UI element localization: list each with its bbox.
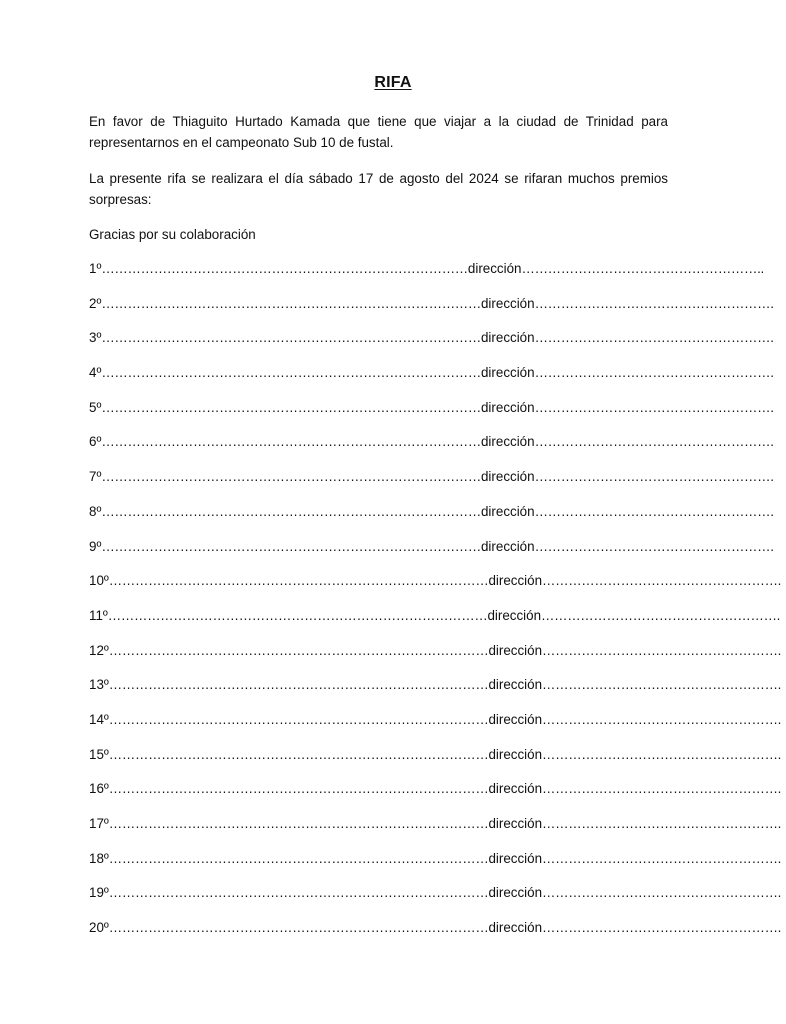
entry-name-blank: …………………………………………………………………………… xyxy=(108,711,489,727)
entry-address-blank: ………………………………………………. xyxy=(542,920,782,936)
raffle-entry-12 xyxy=(89,640,782,675)
entry-address-blank: ………………………………………………. xyxy=(542,850,782,866)
raffle-entry-5 xyxy=(89,397,774,432)
entry-number: 2º xyxy=(89,295,102,311)
entry-number: 10º xyxy=(89,573,109,589)
entry-address-label: dirección xyxy=(488,885,543,901)
entry-name-blank: …………………………………………………………………………… xyxy=(108,885,489,901)
entry-address-label: dirección xyxy=(480,434,535,450)
entry-name-blank: …………………………………………………………………………… xyxy=(101,434,481,450)
entry-address-label: dirección xyxy=(488,711,543,727)
entry-address-blank: ………………………………………………. xyxy=(534,330,774,346)
entry-number: 19º xyxy=(89,885,109,901)
entry-address-blank: ………………………………………………. xyxy=(542,746,782,762)
entry-address-blank: ………………………………………………. xyxy=(542,781,782,797)
entry-address-blank: ………………………………………………. xyxy=(542,711,782,727)
raffle-entry-14 xyxy=(89,709,782,744)
raffle-date-paragraph: La presente rifa se realizara el día sábado 17 de agosto del 2024 se rifaran muchos premios sorpresas: xyxy=(89,171,668,207)
entry-address-label: dirección xyxy=(488,781,543,797)
entry-address-label: dirección xyxy=(480,295,535,311)
entry-address-blank: ………………………………………………. xyxy=(541,607,781,623)
entry-address-blank: ………………………………………………. xyxy=(542,642,782,658)
entry-number: 18º xyxy=(89,850,109,866)
entry-name-blank: …………………………………………………………………………… xyxy=(108,677,489,693)
entry-number: 20º xyxy=(89,920,109,936)
entry-number: 14º xyxy=(89,711,109,727)
entry-number: 8º xyxy=(89,503,102,519)
entry-address-label: dirección xyxy=(480,365,535,381)
entry-address-blank: ………………………………………………. xyxy=(542,573,782,589)
entry-address-blank: ………………………………………………. xyxy=(542,885,782,901)
raffle-entry-16 xyxy=(89,778,782,813)
entry-number: 11º xyxy=(89,607,108,623)
raffle-entry-2 xyxy=(89,293,774,328)
raffle-entry-13 xyxy=(89,674,782,709)
entry-name-blank: …………………………………………………………………………… xyxy=(108,746,489,762)
intro-paragraph: En favor de Thiaguito Hurtado Kamada que tiene que viajar a la ciudad de Trinidad para representarnos en el campeonato Sub 10 de fustal. xyxy=(89,114,668,150)
raffle-entries-list xyxy=(89,258,782,952)
entry-name-blank: …………………………………………………………………………… xyxy=(108,573,489,589)
entry-address-label: dirección xyxy=(488,677,543,693)
entry-address-label: dirección xyxy=(488,573,543,589)
entry-name-blank: ………………………………………………………………………… xyxy=(101,261,468,276)
raffle-entry-11 xyxy=(89,605,781,640)
raffle-entry-3 xyxy=(89,327,774,362)
entry-name-blank: …………………………………………………………………………… xyxy=(107,607,488,623)
entry-name-blank: …………………………………………………………………………… xyxy=(101,330,481,346)
entry-address-label: dirección xyxy=(480,330,535,346)
entry-name-blank: …………………………………………………………………………… xyxy=(101,503,481,519)
entry-number: 12º xyxy=(89,642,109,658)
entry-address-blank: ………………………………………………. xyxy=(534,469,774,485)
entry-address-label: dirección xyxy=(488,850,543,866)
raffle-entry-15 xyxy=(89,744,782,779)
entry-address-blank: ………………………………………………. xyxy=(542,816,782,831)
raffle-entry-20 xyxy=(89,917,782,952)
entry-address-label: dirección xyxy=(480,469,535,485)
entry-address-blank: ………………………………………………. xyxy=(534,295,774,311)
entry-number: 16º xyxy=(89,781,109,797)
entry-number: 4º xyxy=(89,365,102,381)
entry-address-blank: ………………………………………………. xyxy=(534,434,774,450)
entry-number: 6º xyxy=(89,434,102,450)
entry-address-label: dirección xyxy=(480,538,535,554)
entry-name-blank: …………………………………………………………………………… xyxy=(101,295,481,311)
entry-number: 1º xyxy=(89,261,102,276)
entry-address-blank: ………………………………………………. xyxy=(534,399,774,415)
entry-name-blank: …………………………………………………………………………… xyxy=(108,642,489,658)
entry-name-blank: …………………………………………………………………………… xyxy=(101,538,481,554)
entry-number: 7º xyxy=(89,469,102,485)
raffle-entry-9 xyxy=(89,536,774,571)
entry-address-label: dirección xyxy=(488,920,543,936)
entry-address-blank: ……………………………………………….. xyxy=(521,261,764,276)
entry-name-blank: …………………………………………………………………………… xyxy=(101,365,481,381)
raffle-entry-18 xyxy=(89,848,782,883)
entry-address-label: dirección xyxy=(480,399,535,415)
entry-address-label: dirección xyxy=(488,642,543,658)
entry-number: 3º xyxy=(89,330,102,346)
raffle-entry-7 xyxy=(89,466,774,501)
entry-address-blank: ………………………………………………. xyxy=(534,538,774,554)
raffle-entry-17 xyxy=(89,813,782,848)
entry-address-label: dirección xyxy=(487,607,542,623)
raffle-entry-4 xyxy=(89,362,774,397)
entry-number: 5º xyxy=(89,399,102,415)
entry-number: 17º xyxy=(89,816,109,831)
document-title: RIFA xyxy=(374,74,412,91)
entry-name-blank: …………………………………………………………………………… xyxy=(108,781,489,797)
entry-name-blank: …………………………………………………………………………… xyxy=(101,469,481,485)
entry-address-label: dirección xyxy=(480,503,535,519)
raffle-entry-10 xyxy=(89,570,782,605)
thanks-line: Gracias por su colaboración xyxy=(89,227,256,242)
entry-name-blank: …………………………………………………………………………… xyxy=(108,816,489,831)
entry-number: 15º xyxy=(89,746,109,762)
entry-name-blank: …………………………………………………………………………… xyxy=(108,920,489,936)
entry-address-label: dirección xyxy=(467,261,522,276)
entry-address-label: dirección xyxy=(488,746,543,762)
entry-number: 9º xyxy=(89,538,102,554)
raffle-entry-19 xyxy=(89,882,782,917)
entry-address-blank: ………………………………………………. xyxy=(542,677,782,693)
entry-address-label: dirección xyxy=(488,816,543,831)
raffle-entry-8 xyxy=(89,501,774,536)
raffle-entry-6 xyxy=(89,431,774,466)
raffle-entry-1 xyxy=(89,258,764,293)
entry-address-blank: ………………………………………………. xyxy=(534,503,774,519)
entry-name-blank: …………………………………………………………………………… xyxy=(108,850,489,866)
entry-number: 13º xyxy=(89,677,109,693)
entry-address-blank: ………………………………………………. xyxy=(534,365,774,381)
entry-name-blank: …………………………………………………………………………… xyxy=(101,399,481,415)
